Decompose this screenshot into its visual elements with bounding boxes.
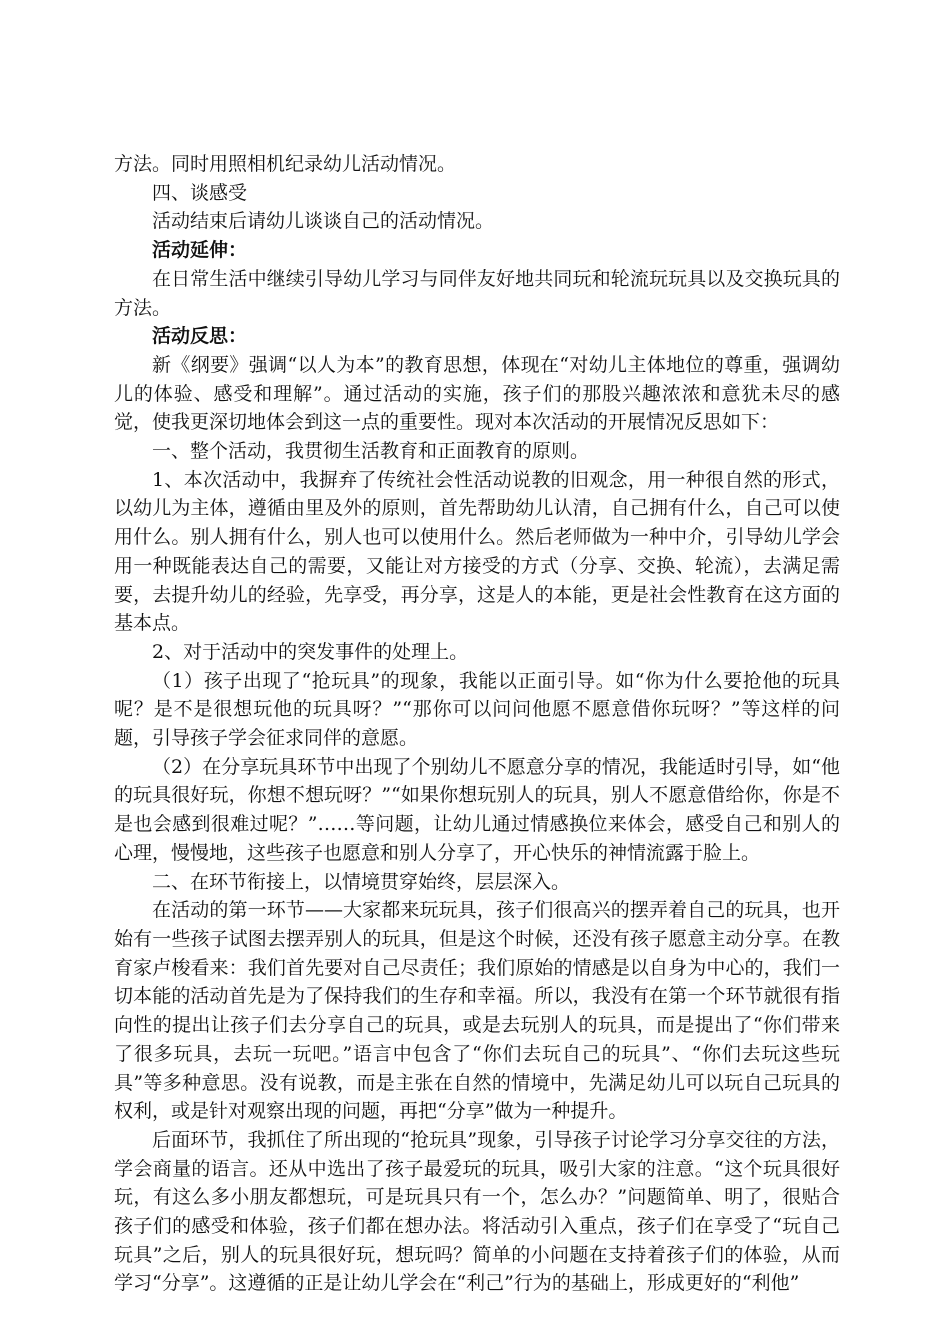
paragraph: （1）孩子出现了“抢玩具”的现象，我能以正面引导。如“你为什么要抢他的玩具呢？是不是很想玩他的玩具呀？”“那你可以问问他愿不愿意借你玩呀？”等这样的问题，引导孩子学会征求同伴的意愿。 bbox=[114, 669, 840, 750]
heading-activity-reflection: 活动反思： bbox=[152, 325, 248, 348]
paragraph: 活动结束后请幼儿谈谈自己的活动情况。 bbox=[152, 210, 495, 233]
paragraph: 后面环节，我抓住了所出现的“抢玩具”现象，引导孩子讨论学习分享交往的方法，学会商量的语言。还从中选出了孩子最爱玩的玩具，吸引大家的注意。“这个玩具很好玩，有这么多小朋友都想玩，可是玩具只有一个，怎么办？”问题简单、明了，很贴合孩子们的感受和体验，孩子们都在想办法。将活动引入重点，孩子们在享受了“玩自己玩具”之后，别人的玩具很好玩，想玩吗？简单的小问题在支持着孩子们的体验，从而学习“分享”。这遵循的正是让幼儿学会在“利己”行为的基础上，形成更好的“利他” bbox=[114, 1128, 840, 1295]
paragraph: 在日常生活中继续引导幼儿学习与同伴友好地共同玩和轮流玩玩具以及交换玩具的方法。 bbox=[114, 267, 840, 319]
section-heading-share-feelings: 四、谈感受 bbox=[152, 181, 248, 204]
paragraph: 新《纲要》强调“以人为本”的教育思想，体现在“对幼儿主体地位的尊重，强调幼儿的体验、感受和理解”。通过活动的实施，孩子们的那股兴趣浓浓和意犹未尽的感觉，使我更深切地体会到这一点的重要性。现对本次活动的开展情况反思如下： bbox=[114, 353, 840, 434]
paragraph: 二、在环节衔接上，以情境贯穿始终，层层深入。 bbox=[152, 870, 571, 893]
paragraph-continuation: 方法。同时用照相机纪录幼儿活动情况。 bbox=[114, 153, 457, 175]
paragraph: 2、对于活动中的突发事件的处理上。 bbox=[152, 640, 469, 663]
paragraph: 一、整个活动，我贯彻生活教育和正面教育的原则。 bbox=[152, 440, 590, 463]
paragraph: 1、本次活动中，我摒弃了传统社会性活动说教的旧观念，用一种很自然的形式，以幼儿为主体，遵循由里及外的原则，首先帮助幼儿认清，自己拥有什么，自己可以使用什么。别人拥有什么，别人也可以使用什么。然后老师做为一种中介，引导幼儿学会用一种既能表达自己的需要，又能让对方接受的方式（分享、交换、轮流），去满足需要，去提升幼儿的经验，先享受，再分享，这是人的本能，更是社会性教育在这方面的基本点。 bbox=[114, 468, 840, 635]
paragraph: 在活动的第一环节——大家都来玩玩具，孩子们很高兴的摆弄着自己的玩具，也开始有一些孩子试图去摆弄别人的玩具，但是这个时候，还没有孩子愿意主动分享。在教育家卢梭看来：我们首先要对自己尽责任；我们原始的情感是以自身为中心的，我们一切本能的活动首先是为了保持我们的生存和幸福。所以，我没有在第一个环节就很有指向性的提出让孩子们去分享自己的玩具，或是去玩别人的玩具，而是提出了“你们带来了很多玩具，去玩一玩吧。”语言中包含了“你们去玩自己的玩具”、“你们去玩这些玩具”等多种意思。没有说教，而是主张在自然的情境中，先满足幼儿可以玩自己玩具的权利，或是针对观察出现的问题，再把“分享”做为一种提升。 bbox=[114, 899, 840, 1123]
heading-activity-extension: 活动延伸： bbox=[152, 239, 248, 262]
paragraph: （2）在分享玩具环节中出现了个别幼儿不愿意分享的情况，我能适时引导，如“他的玩具很好玩，你想不想玩呀？”“如果你想玩别人的玩具，别人不愿意借给你，你是不是也会感到很难过呢？”……等问题，让幼儿通过情感换位来体会，感受自己和别人的心理，慢慢地，这些孩子也愿意和别人分享了，开心快乐的神情流露于脸上。 bbox=[114, 755, 840, 864]
document-body bbox=[114, 150, 840, 1298]
